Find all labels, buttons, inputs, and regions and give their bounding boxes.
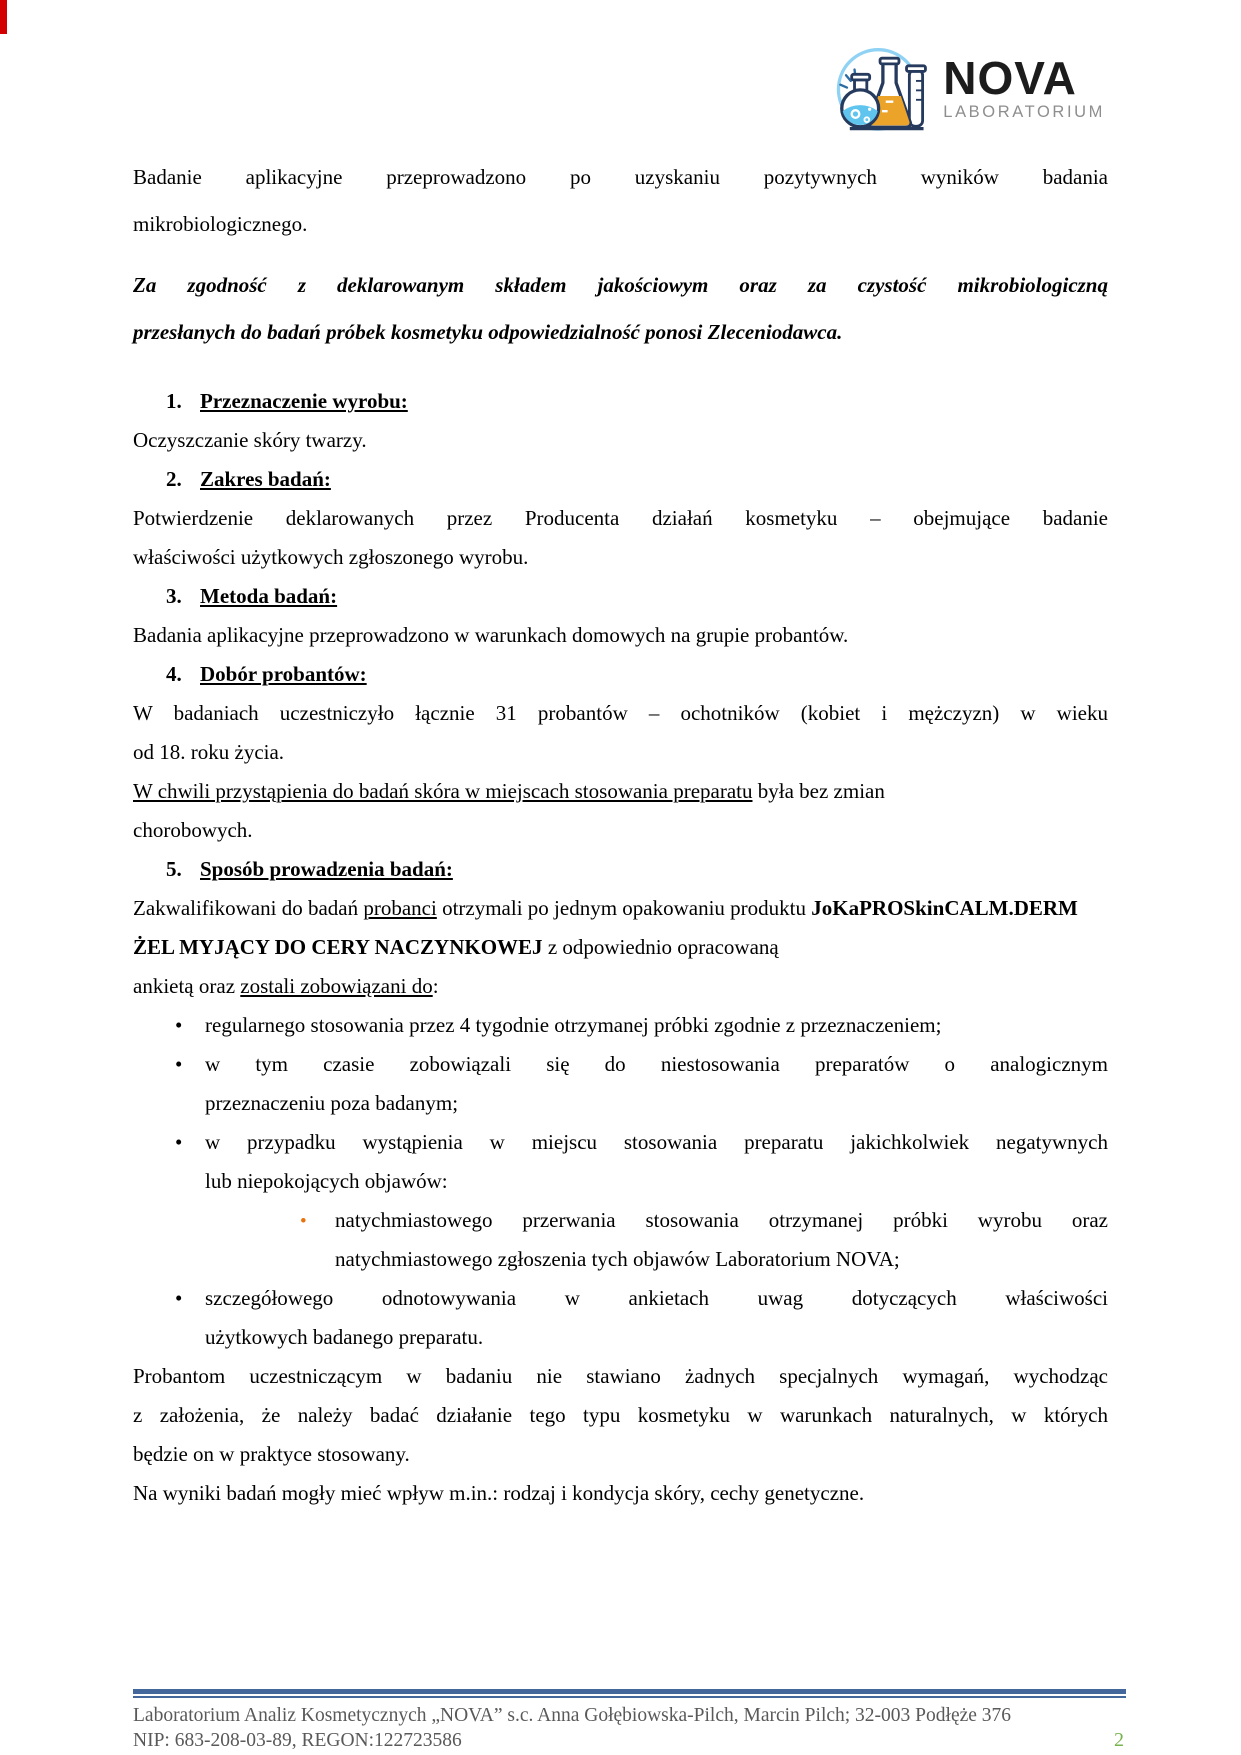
page-footer — [133, 1689, 1126, 1753]
product-name: CALM.DERM ŻEL MYJĄCY DO CERY NACZYNKOWEJ — [133, 896, 1078, 959]
section-body-5: Zakwalifikowani do badań probanci otrzymali po jednym opakowaniu produktu JoKaPROSkinCALM.DERM ŻEL MYJĄCY DO CERY NACZYNKOWEJ z odpowiednio opracowaną ankietą oraz zostali zobowiązani do: — [133, 896, 1078, 998]
section-body-3: Badania aplikacyjne przeprowadzono w warunkach domowych na grupie probantów. — [133, 623, 849, 647]
logo-subtitle: LABORATORIUM — [943, 103, 1105, 122]
disclaimer-paragraph: Za zgodność z deklarowanym składem jakościowym oraz za czystość mikrobiologiczną przesłanych do badań próbek kosmetyku odpowiedzialność ponosi Zleceniodawca. — [133, 273, 1108, 344]
sub-list-item: • natychmiastowego przerwania stosowania otrzymanej próbki wyrobu oraz natychmiastowego zgłoszenia tych objawów Laboratorium NOVA; — [133, 1201, 1108, 1279]
closing-paragraph-2: Na wyniki badań mogły mieć wpływ m.in.: rodzaj i kondycja skóry, cechy genetyczne. — [133, 1481, 865, 1505]
underlined-text: probanci — [363, 896, 437, 920]
intro-paragraph: Badanie aplikacyjne przeprowadzono po uzyskaniu pozytywnych wyników badania mikrobiologicznego. — [133, 165, 1108, 236]
logo-title: NOVA — [943, 52, 1077, 105]
section-title: Dobór probantów: — [200, 662, 367, 686]
lab-flasks-icon — [829, 42, 933, 134]
product-name: JoKaPROSkin — [811, 896, 945, 920]
footer-company-line: Laboratorium Analiz Kosmetycznych „NOVA” s.c. Anna Gołębiowska-Pilch, Marcin Pilch; 32-003 Podłęże 376 — [133, 1705, 1012, 1726]
footer-nip-regon-line: NIP: 683-208-03-89, REGON:122723586 — [133, 1730, 462, 1751]
section-body-1: Oczyszczanie skóry twarzy. — [133, 428, 367, 452]
footer-divider — [133, 1689, 1126, 1698]
section-title: Zakres badań: — [200, 467, 331, 491]
bullet-icon — [175, 1045, 205, 1123]
section-heading-2 — [133, 460, 1108, 499]
list-item: • regularnego stosowania przez 4 tygodnie otrzymanej próbki zgodnie z przeznaczeniem; — [133, 1006, 1108, 1045]
section-number: 4. — [166, 662, 182, 686]
section-title: Metoda badań: — [200, 584, 338, 608]
section-body-4: W badaniach uczestniczyło łącznie 31 probantów – ochotników (kobiet i mężczyzn) w wieku od 18. roku życia. — [133, 701, 1108, 764]
section-heading-3 — [133, 577, 1108, 616]
underlined-text: W chwili przystąpienia do badań skóra w miejscach stosowania preparatu — [133, 779, 753, 803]
section-heading-5 — [133, 850, 1108, 889]
page-number: 2 — [1114, 1729, 1124, 1751]
underlined-text: zostali zobowiązani do — [240, 974, 433, 998]
section-heading-1 — [133, 382, 1108, 421]
list-item: • szczegółowego odnotowywania w ankietach uwag dotyczących właściwości użytkowych badanego preparatu. — [133, 1279, 1108, 1357]
section-title: Przeznaczenie wyrobu: — [200, 389, 408, 413]
section-body-2: Potwierdzenie deklarowanych przez Producenta działań kosmetyku – obejmujące badanie właściwości użytkowych zgłoszonego wyrobu. — [133, 506, 1108, 569]
section-number: 2. — [166, 467, 182, 491]
section-title: Sposób prowadzenia badań: — [200, 857, 453, 881]
list-item: • w przypadku wystąpienia w miejscu stosowania preparatu jakichkolwiek negatywnych lub niepokojących objawów: — [133, 1123, 1108, 1201]
bullet-icon — [175, 1123, 205, 1201]
list-item: • w tym czasie zobowiązali się do niestosowania preparatów o analogicznym przeznaczeniu poza badanym; — [133, 1045, 1108, 1123]
bullet-icon — [175, 1006, 205, 1045]
nova-laboratorium-logo — [829, 42, 1105, 134]
section-number: 3. — [166, 584, 182, 608]
document-body — [133, 154, 1108, 1513]
sub-bullet-icon — [300, 1201, 335, 1279]
section-4-note: W chwili przystąpienia do badań skóra w miejscach stosowania preparatu była bez zmian chorobowych. — [133, 779, 885, 842]
page-edge-artifact — [0, 0, 7, 34]
section-number: 5. — [166, 857, 182, 881]
section-heading-4 — [133, 655, 1108, 694]
bullet-icon — [175, 1279, 205, 1357]
section-number: 1. — [166, 389, 182, 413]
closing-paragraph-1: Probantom uczestniczącym w badaniu nie stawiano żadnych specjalnych wymagań, wychodząc z założenia, że należy badać działanie tego typu kosmetyku w warunkach naturalnych, w których będzie on w praktyce stosowany. — [133, 1364, 1108, 1466]
